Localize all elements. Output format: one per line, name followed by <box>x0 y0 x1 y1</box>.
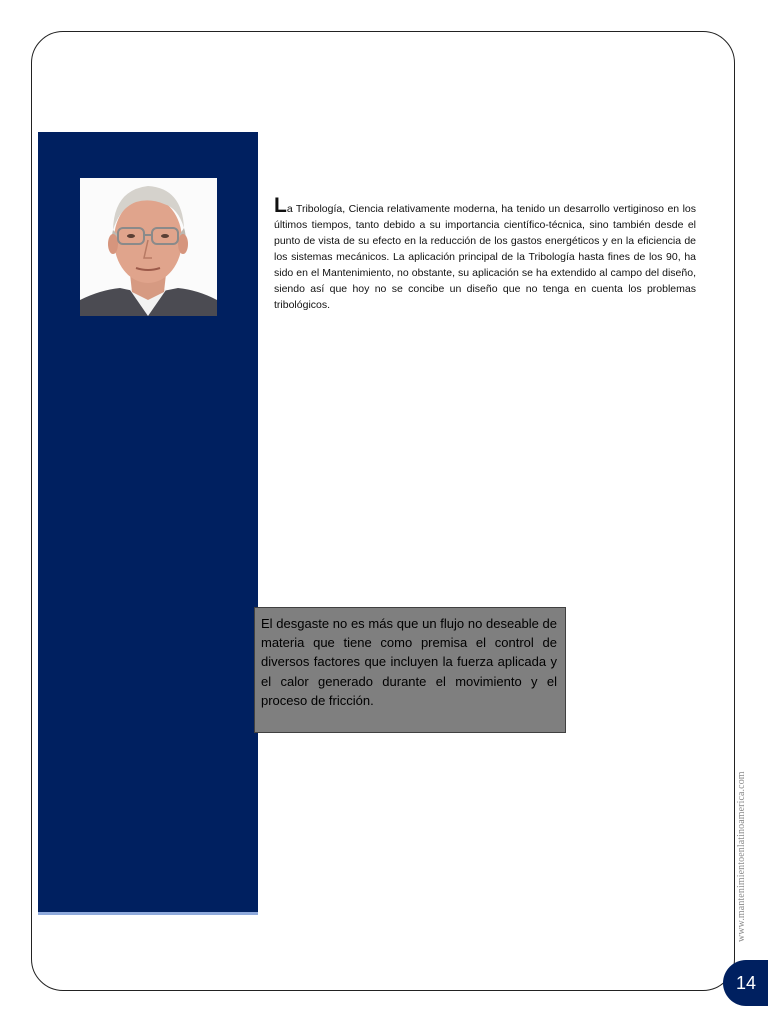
dropcap: L <box>274 194 287 217</box>
pull-quote-text: El desgaste no es más que un flujo no deseable de materia que tiene como premisa el control de diversos factores que incluyen la fuerza aplicada y el calor generado durante el movimiento y el proceso de fricción. <box>261 616 557 708</box>
article-intro <box>274 194 696 313</box>
page-number: 14 <box>723 960 768 1006</box>
portrait-image <box>80 178 217 316</box>
author-portrait <box>80 178 217 316</box>
side-url: www.mantenimientoenlatinoamerica.com <box>736 771 747 942</box>
pull-quote <box>254 607 566 733</box>
article-text: a Tribología, Ciencia relativamente moderna, ha tenido un desarrollo vertiginoso en los últimos tiempos, tanto debido a su importancia científico-técnica, sino también desde el punto de vista de su efecto en la reducción de los gastos energéticos y en la eficiencia de los sistemas mecánicos. La aplicación principal de la Tribología hasta fines de los 90, ha sido en el Mantenimiento, no obstante, su aplicación se ha extendido al campo del diseño, siendo así que hoy no se concibe un diseño que no tenga en cuenta los problemas tribológicos. <box>274 203 696 311</box>
